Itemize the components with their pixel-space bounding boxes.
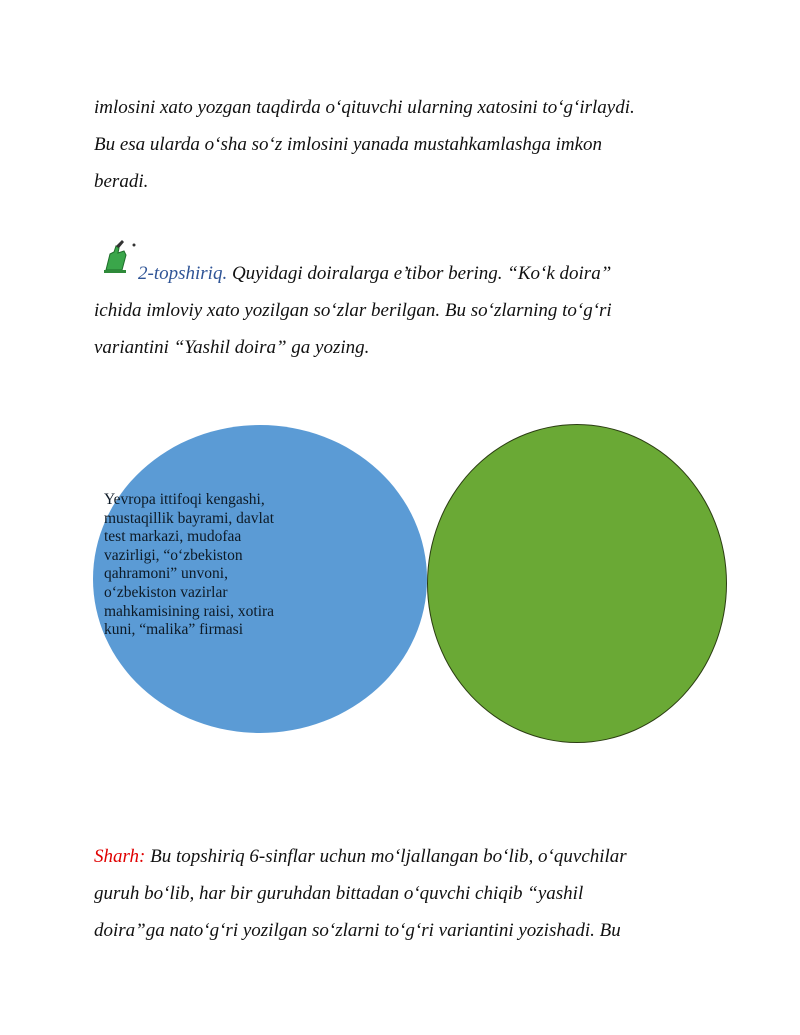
sharh-label: Sharh: bbox=[94, 846, 146, 867]
commentary-line bbox=[94, 838, 734, 875]
blue-circle-line: vazirligi, “o‘zbekiston bbox=[104, 546, 243, 564]
task-paragraph bbox=[94, 255, 734, 366]
commentary-paragraph bbox=[94, 838, 734, 949]
task-label: 2-topshiriq. bbox=[138, 263, 228, 284]
blue-circle-line: test markazi, mudofaa bbox=[104, 528, 242, 546]
blue-circle-line: mahkamisining raisi, xotira bbox=[104, 602, 275, 620]
task-line bbox=[94, 255, 734, 292]
commentary-line: guruh bo‘lib, har bir guruhdan bittadan o‘quvchi chiqib “yashil bbox=[94, 883, 584, 904]
intro-paragraph bbox=[94, 89, 734, 200]
paragraph-line: imlosini xato yozgan taqdirda o‘qituvchi ularning xatosini to‘g‘irlaydi. bbox=[94, 97, 635, 118]
blue-circle-line: Yevropa ittifoqi kengashi, bbox=[104, 491, 265, 508]
paragraph-line: Bu esa ularda o‘sha so‘z imlosini yanada mustahkamlashga imkon bbox=[94, 134, 603, 155]
green-circle bbox=[427, 424, 727, 743]
blue-circle-line: qahramoni” unvoni, bbox=[104, 565, 228, 583]
blue-circle-text bbox=[104, 491, 334, 640]
paragraph-line: beradi. bbox=[94, 171, 149, 192]
commentary-text: Bu topshiriq 6-sinflar uchun mo‘ljallangan bo‘lib, o‘quvchilar bbox=[145, 846, 627, 867]
task-text: Quyidagi doiralarga e’tibor bering. “Ko‘k doira” bbox=[227, 263, 612, 284]
blue-circle-line: mustaqillik bayrami, davlat bbox=[104, 509, 275, 527]
commentary-line: doira”ga nato‘g‘ri yozilgan so‘zlarni to‘g‘ri variantini yozishadi. Bu bbox=[94, 920, 621, 941]
blue-circle-line: kuni, “malika” firmasi bbox=[104, 621, 244, 639]
task-line: ichida imloviy xato yozilgan so‘zlar berilgan. Bu so‘zlarning to‘g‘ri bbox=[94, 300, 612, 321]
blue-circle-line: o‘zbekiston vazirlar bbox=[104, 583, 228, 601]
task-line: variantini “Yashil doira” ga yozing. bbox=[94, 337, 370, 358]
